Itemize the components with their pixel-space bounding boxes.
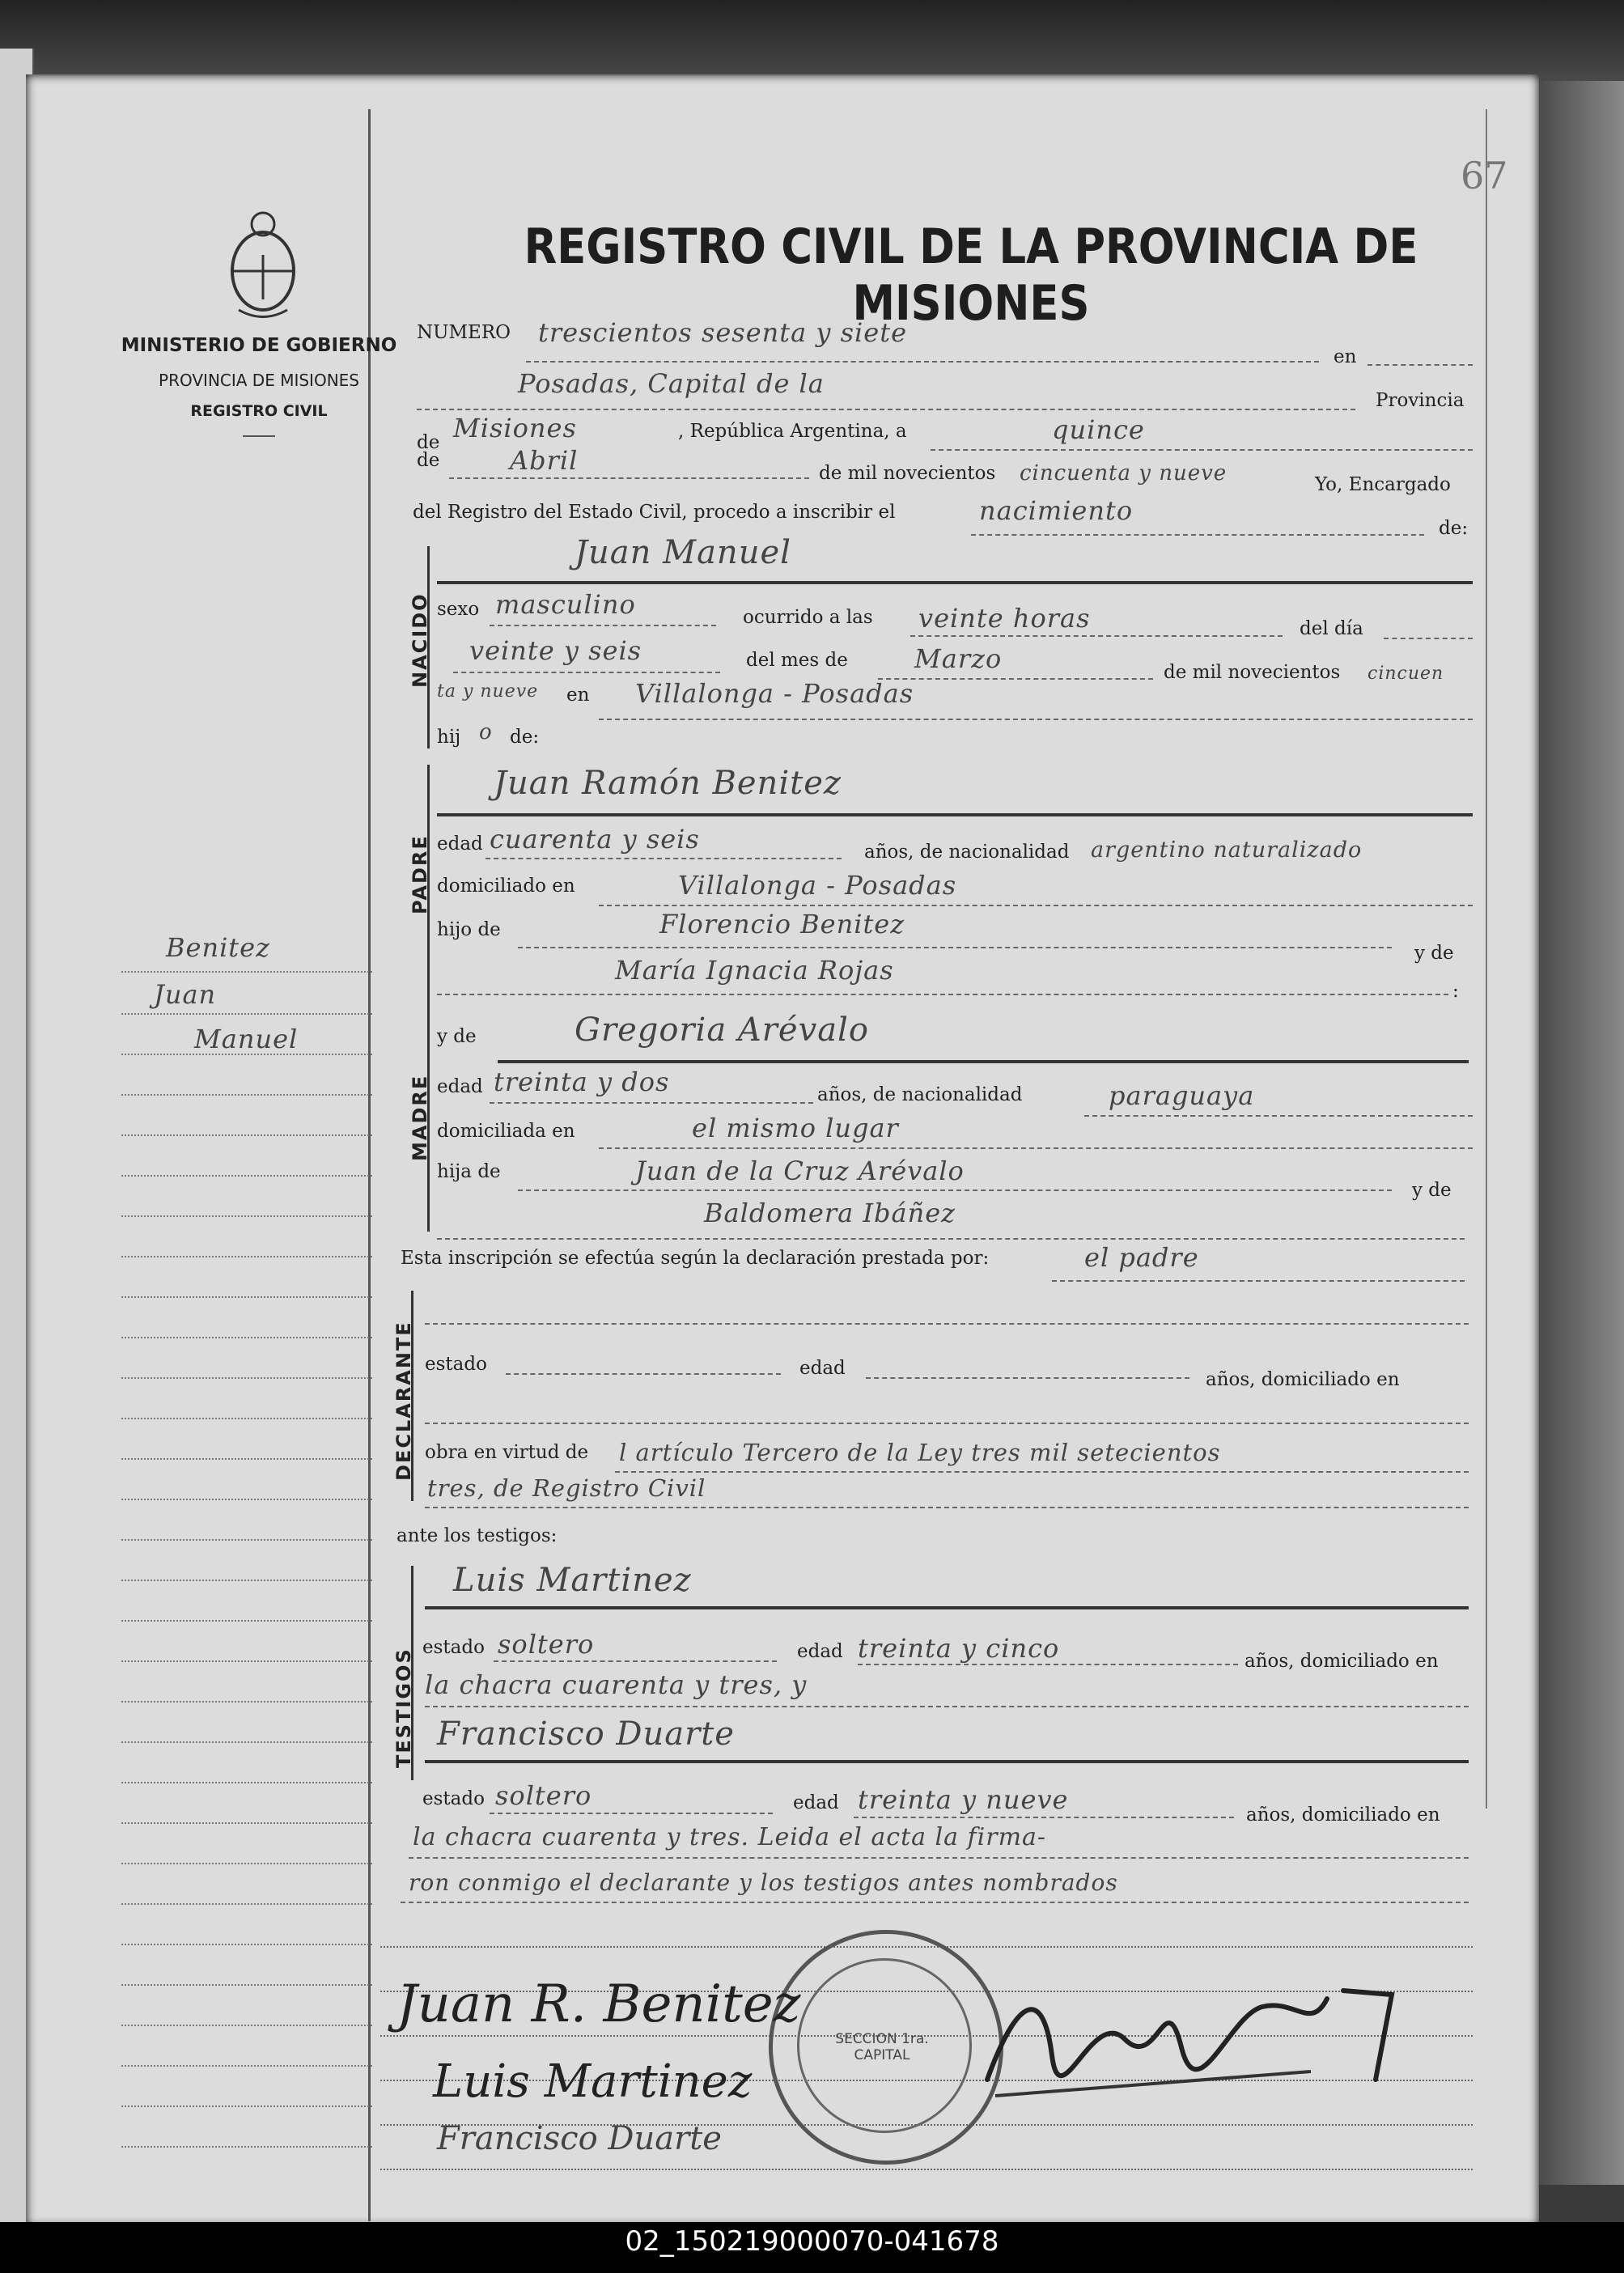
y-de-m-label: y de xyxy=(437,1026,477,1047)
birth-place-value: Villalonga - Posadas xyxy=(635,678,914,709)
field-line xyxy=(490,625,716,626)
estado-t2-label: estado xyxy=(422,1788,485,1809)
stamp-text: SECCION 1ra. CAPITAL xyxy=(835,2031,929,2063)
witness2-domicile: la chacra cuarenta y tres. Leida el acta la firma- xyxy=(413,1823,1047,1851)
witness1-domicile: la chacra cuarenta y tres, y xyxy=(425,1669,808,1700)
en2-label: en xyxy=(566,685,590,706)
en-label: en xyxy=(1334,346,1357,367)
margin-line xyxy=(121,1337,372,1338)
margin-line xyxy=(121,2146,372,2148)
field-line xyxy=(866,1377,1189,1379)
page-number: 67 xyxy=(1461,154,1508,197)
margin-line xyxy=(121,1215,372,1217)
field-line xyxy=(425,1706,1469,1707)
mother-domicile: el mismo lugar xyxy=(692,1113,899,1143)
edad-t1-label: edad xyxy=(797,1641,843,1662)
margin-line xyxy=(121,1054,372,1055)
margin-line xyxy=(121,1458,372,1460)
margin-note-surname: Benitez xyxy=(166,932,270,963)
mother-father: Juan de la Cruz Arévalo xyxy=(635,1156,965,1186)
name-rule xyxy=(437,813,1473,816)
anos-dom-label: años, domiciliado en xyxy=(1206,1369,1400,1390)
name-rule xyxy=(425,1606,1469,1609)
birth-year-a: cincuen xyxy=(1367,664,1444,684)
witness2-edad: treinta y nueve xyxy=(858,1784,1069,1815)
hijo-de-label: hijo de xyxy=(437,919,501,940)
numero-label: NUMERO xyxy=(417,322,511,343)
margin-line xyxy=(121,1660,372,1662)
closing-text: ron conmigo el declarante y los testigos antes nombrados xyxy=(409,1869,1118,1896)
field-line xyxy=(437,994,1448,995)
mother-age: treinta y dos xyxy=(494,1067,670,1097)
de3-label: de: xyxy=(1439,518,1469,539)
del-registro-label: del Registro del Estado Civil, procedo a inscribir el xyxy=(413,502,896,523)
anos-dom-t1-label: años, domiciliado en xyxy=(1245,1651,1439,1672)
signature-line xyxy=(380,2169,1473,2170)
name-rule xyxy=(425,1760,1469,1763)
sexo-label: sexo xyxy=(437,599,480,620)
birth-day-value: veinte y seis xyxy=(469,635,642,666)
de4-label: de: xyxy=(510,727,540,748)
field-line xyxy=(437,1238,1465,1240)
signature-witness2: Francisco Duarte xyxy=(437,2120,722,2157)
margin-line xyxy=(121,1418,372,1419)
margin-line xyxy=(121,1377,372,1379)
field-line xyxy=(453,672,720,673)
field-line xyxy=(486,858,842,859)
ocurrido-label: ocurrido a las xyxy=(743,607,873,628)
father-nationality: argentino naturalizado xyxy=(1091,838,1363,863)
provincia-label: Provincia xyxy=(1376,390,1465,411)
anos-nac-m-label: años, de nacionalidad xyxy=(817,1084,1023,1105)
margin-line xyxy=(121,1499,372,1500)
right-margin-line xyxy=(1486,109,1487,1809)
margin-line xyxy=(121,2065,372,2067)
field-line xyxy=(599,719,1473,720)
father-mother: María Ignacia Rojas xyxy=(615,955,894,986)
coat-of-arms-icon xyxy=(223,206,303,320)
field-line xyxy=(931,449,1473,451)
field-line xyxy=(1052,1280,1465,1282)
del-mes-label: del mes de xyxy=(746,650,848,671)
margin-line xyxy=(121,1580,372,1581)
margin-line xyxy=(121,1013,372,1015)
hijo-label: hij xyxy=(437,727,461,748)
margin-line xyxy=(121,1944,372,1945)
field-line xyxy=(1084,1115,1473,1117)
field-line xyxy=(490,1813,773,1814)
margin-note-name1: Juan xyxy=(154,979,217,1010)
field-line xyxy=(858,1664,1238,1665)
header-rule xyxy=(243,435,275,437)
section-testigos: TESTIGOS xyxy=(392,1648,415,1768)
edad-m-label: edad xyxy=(437,1076,483,1097)
father-name: Juan Ramón Benitez xyxy=(494,765,842,802)
field-line xyxy=(1384,638,1473,639)
field-line xyxy=(425,1507,1469,1508)
margin-line xyxy=(121,1782,372,1783)
ante-label: ante los testigos: xyxy=(396,1525,558,1546)
de-label: de xyxy=(417,432,440,453)
sex-value: masculino xyxy=(495,589,636,620)
file-name: 02_150219000070-041678 xyxy=(625,2225,999,2258)
field-line xyxy=(971,534,1424,536)
mother-mother: Baldomera Ibáñez xyxy=(704,1198,956,1228)
name-rule xyxy=(437,581,1473,584)
month-value: Abril xyxy=(510,445,579,476)
field-line xyxy=(599,1147,1473,1149)
hour-value: veinte horas xyxy=(918,603,1091,634)
year-value: cincuenta y nueve xyxy=(1020,461,1228,486)
field-line xyxy=(409,1857,1469,1859)
registrar-signature-icon xyxy=(971,1958,1457,2120)
field-line xyxy=(518,947,1392,948)
domiciliado-label: domiciliado en xyxy=(437,876,575,897)
obra-label: obra en virtud de xyxy=(425,1442,589,1463)
section-padre: PADRE xyxy=(409,834,431,914)
witness2-name: Francisco Duarte xyxy=(437,1715,735,1753)
republica-label: , República Argentina, a xyxy=(678,421,907,442)
margin-line xyxy=(121,1175,372,1177)
de2-label: de xyxy=(417,450,440,471)
edad-label: edad xyxy=(437,833,483,854)
field-line xyxy=(494,1660,777,1662)
field-line xyxy=(401,1902,1469,1903)
birth-month-value: Marzo xyxy=(914,643,1003,674)
anos-nac-label: años, de nacionalidad xyxy=(864,842,1070,863)
margin-line xyxy=(121,2025,372,2026)
mil-novecientos-label: de mil novecientos xyxy=(819,463,996,484)
section-declarante: DECLARANTE xyxy=(392,1321,415,1481)
child-name: Juan Manuel xyxy=(575,534,791,571)
province-label: PROVINCIA DE MISIONES xyxy=(159,371,359,390)
field-line xyxy=(518,1190,1392,1191)
field-line xyxy=(854,1817,1234,1818)
obra-value-1: l artículo Tercero de la Ley tres mil setecientos xyxy=(619,1439,1221,1466)
hijo-suffix: o xyxy=(479,720,493,744)
mother-nationality: paraguaya xyxy=(1109,1080,1255,1111)
margin-line xyxy=(121,1134,372,1136)
edad-d-label: edad xyxy=(799,1358,846,1379)
anos-dom-t2-label: años, domiciliado en xyxy=(1246,1804,1440,1826)
esta-inscripcion-label: Esta inscripción se efectúa según la declaración prestada por: xyxy=(401,1248,990,1269)
field-line xyxy=(449,477,809,479)
section-nacido: NACIDO xyxy=(409,592,431,688)
margin-line xyxy=(121,1296,372,1298)
obra-value-2: tres, de Registro Civil xyxy=(427,1474,706,1502)
day-value: quince xyxy=(1052,414,1145,445)
margin-line xyxy=(121,1741,372,1743)
field-line xyxy=(878,678,1153,680)
margin-line xyxy=(121,2105,372,2107)
field-line xyxy=(599,905,1473,906)
registry-label: REGISTRO CIVIL xyxy=(190,402,328,420)
witness2-estado: soltero xyxy=(495,1780,592,1811)
ministry-label: MINISTERIO DE GOBIERNO xyxy=(121,335,397,356)
margin-line xyxy=(121,1701,372,1703)
yo-encargado-label: Yo, Encargado xyxy=(1315,474,1451,495)
margin-line xyxy=(121,971,372,973)
field-line xyxy=(615,1471,1469,1473)
signature-witness1: Luis Martinez xyxy=(433,2055,753,2108)
colon-label: : xyxy=(1452,981,1459,1002)
act-value: nacimiento xyxy=(979,495,1134,526)
margin-line xyxy=(121,1620,372,1622)
y-de-label: y de xyxy=(1414,943,1454,964)
signature-father: Juan R. Benitez xyxy=(396,1974,801,2034)
margin-line xyxy=(121,1984,372,1986)
field-line xyxy=(526,361,1319,363)
place-value: Posadas, Capital de la xyxy=(518,368,825,399)
del-dia-label: del día xyxy=(1300,618,1363,639)
witness1-edad: treinta y cinco xyxy=(858,1633,1060,1664)
name-rule xyxy=(498,1060,1469,1063)
margin-line xyxy=(121,1822,372,1824)
witness1-estado: soltero xyxy=(498,1629,595,1660)
estado-t1-label: estado xyxy=(422,1637,485,1658)
edad-t2-label: edad xyxy=(793,1792,839,1813)
field-line xyxy=(425,1423,1469,1424)
margin-line xyxy=(121,1539,372,1541)
domiciliada-label: domiciliada en xyxy=(437,1121,575,1142)
photo-background-right xyxy=(1537,81,1624,2185)
y-de2-label: y de xyxy=(1412,1180,1452,1201)
field-line xyxy=(1367,364,1473,366)
document-title: REGISTRO CIVIL DE LA PROVINCIA DE MISIONES xyxy=(524,218,1418,332)
field-line xyxy=(506,1373,781,1375)
birth-year-b: ta y nueve xyxy=(437,681,539,702)
father-father: Florencio Benitez xyxy=(659,909,905,939)
section-madre: MADRE xyxy=(409,1074,431,1161)
numero-value: trescientos sesenta y siete xyxy=(538,317,908,348)
field-line xyxy=(490,1102,813,1104)
margin-note-name2: Manuel xyxy=(194,1024,299,1054)
field-line xyxy=(425,1323,1469,1325)
estado-label: estado xyxy=(425,1354,487,1375)
margin-line xyxy=(121,1256,372,1257)
father-domicile: Villalonga - Posadas xyxy=(678,870,957,901)
mil-nov2-label: de mil novecientos xyxy=(1164,662,1341,683)
margin-line xyxy=(121,1903,372,1905)
hija-de-label: hija de xyxy=(437,1161,501,1182)
margin-line xyxy=(121,1863,372,1864)
witness1-name: Luis Martinez xyxy=(453,1562,692,1599)
father-age: cuarenta y seis xyxy=(490,824,700,854)
mother-name: Gregoria Arévalo xyxy=(575,1011,869,1049)
province-value: Misiones xyxy=(453,413,577,443)
field-line xyxy=(910,635,1283,637)
field-line xyxy=(417,409,1355,410)
margin-line xyxy=(121,1094,372,1096)
declarant-value: el padre xyxy=(1084,1242,1199,1273)
